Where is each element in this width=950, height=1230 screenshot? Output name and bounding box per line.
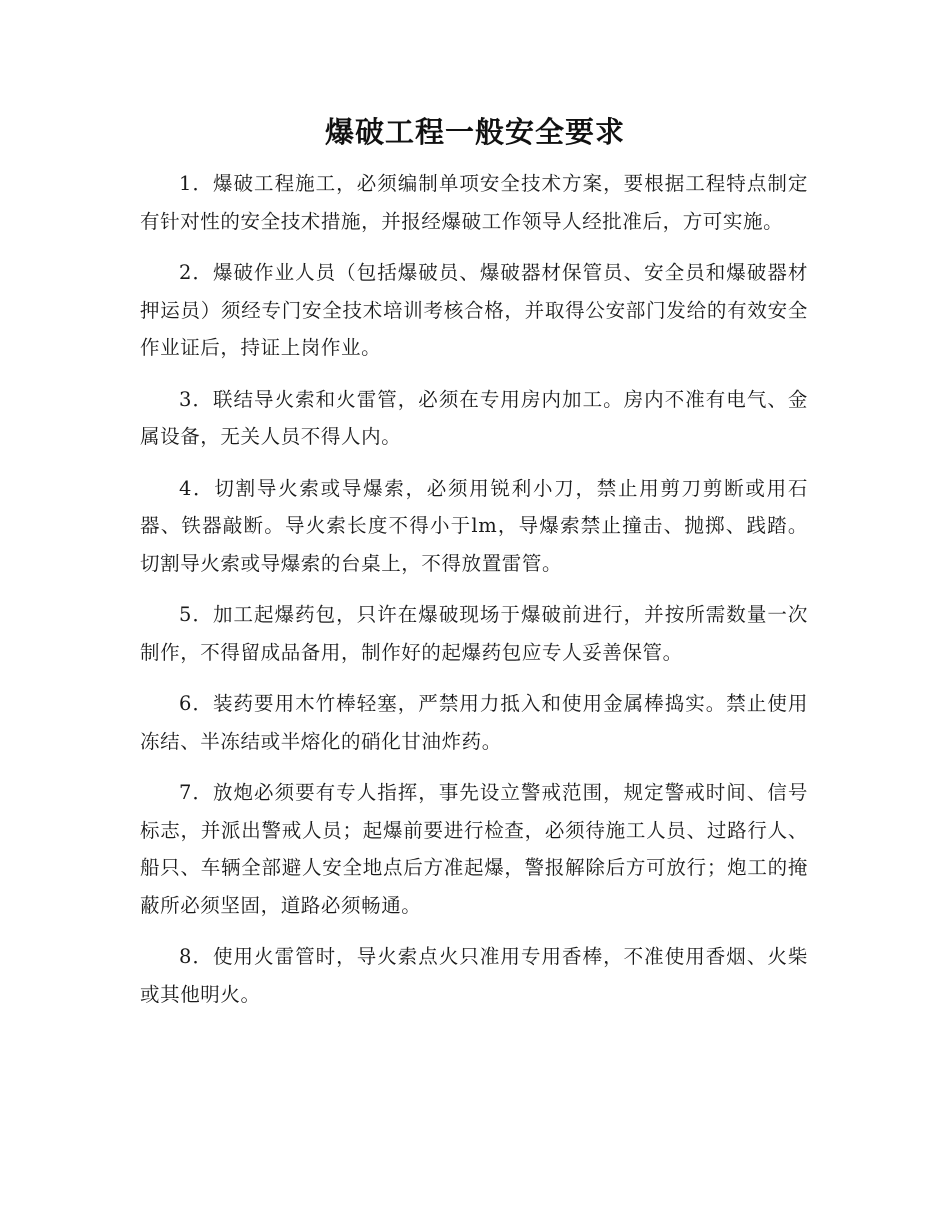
paragraph-6: 6．装药要用木竹棒轻塞，严禁用力抵入和使用金属棒捣实。禁止使用冻结、半冻结或半熔化的硝化甘油炸药。: [140, 692, 808, 753]
document-title: 爆破工程一般安全要求: [324, 115, 625, 149]
paragraph-5: 5．加工起爆药包，只许在爆破现场于爆破前进行，并按所需数量一次制作，不得留成品备用，制作好的起爆药包应专人妥善保管。: [140, 603, 808, 664]
paragraph-1: 1．爆破工程施工，必须编制单项安全技术方案，要根据工程特点制定有针对性的安全技术措施，并报经爆破工作领导人经批准后，方可实施。: [140, 172, 808, 233]
paragraph-4: 4．切割导火索或导爆索，必须用锐利小刀，禁止用剪刀剪断或用石器、铁器敲断。导火索长度不得小于lm，导爆索禁止撞击、抛掷、践踏。切割导火索或导爆索的台桌上，不得放置雷管。: [140, 476, 808, 575]
paragraph-2: 2．爆破作业人员（包括爆破员、爆破器材保管员、安全员和爆破器材押运员）须经专门安全技术培训考核合格，并取得公安部门发给的有效安全作业证后，持证上岗作业。: [140, 261, 808, 359]
document-body: [140, 165, 808, 1027]
paragraph-8: 8．使用火雷管时，导火索点火只准用专用香棒，不准使用香烟、火柴或其他明火。: [140, 945, 808, 1006]
paragraph-7: 7．放炮必须要有专人指挥，事先设立警戒范围，规定警戒时间、信号标志，并派出警戒人员；起爆前要进行检查，必须待施工人员、过路行人、船只、车辆全部避人安全地点后方准起爆，警报解除后方可放行；炮工的掩蔽所必须坚固，道路必须畅通。: [140, 781, 808, 917]
paragraph-3: 3．联结导火索和火雷管，必须在专用房内加工。房内不准有电气、金属设备，无关人员不得人内。: [140, 387, 808, 448]
